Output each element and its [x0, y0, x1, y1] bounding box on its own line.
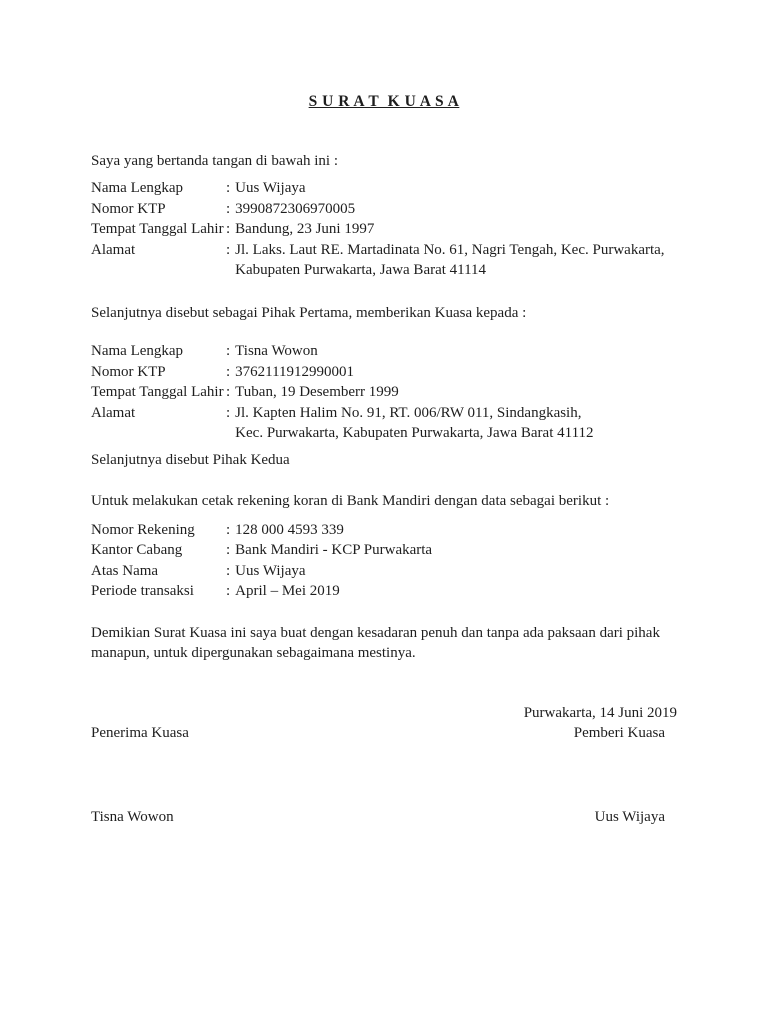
- field-value: Bank Mandiri - KCP Purwakarta: [235, 542, 433, 558]
- field-label: Kantor Cabang: [91, 542, 183, 558]
- place-and-date: Purwakarta, 14 Juni 2019: [523, 704, 677, 721]
- field-value: 3990872306970005: [235, 200, 356, 217]
- field-value: Tisna Wowon: [235, 343, 318, 359]
- field-row-birth: [91, 219, 677, 240]
- field-label: Nama Lengkap: [91, 180, 184, 196]
- closing-line-2: manapun, untuk dipergunakan sebagaimana mestinya.: [91, 645, 416, 661]
- colon-separator: :: [226, 221, 231, 237]
- colon-separator: :: [226, 404, 231, 421]
- colon-separator: :: [226, 384, 231, 400]
- second-party-clause: Selanjutnya disebut Pihak Kedua: [91, 451, 290, 468]
- grantor-role-label: Pemberi Kuasa: [573, 725, 665, 741]
- colon-separator: :: [226, 241, 231, 258]
- colon-separator: :: [226, 583, 231, 599]
- field-label: Alamat: [91, 404, 136, 421]
- field-value: [235, 240, 677, 281]
- field-label: Tempat Tanggal Lahir: [91, 384, 224, 400]
- field-row-name: [91, 341, 677, 362]
- address-line-1: Jl. Laks. Laut RE. Martadinata No. 61, Nagri Tengah, Kec. Purwakarta,: [235, 241, 665, 258]
- first-party-details: [91, 178, 677, 281]
- address-line-2: Kabupaten Purwakarta, Jawa Barat 41114: [235, 262, 487, 278]
- field-row-branch: [91, 540, 677, 561]
- receiver-name: Tisna Wowon: [91, 808, 174, 825]
- field-row-period: [91, 581, 677, 602]
- intro-paragraph: Saya yang bertanda tangan di bawah ini :: [91, 152, 339, 169]
- signature-roles: [91, 723, 677, 744]
- field-row-ktp: [91, 199, 677, 220]
- address-line-2: Kec. Purwakarta, Kabupaten Purwakarta, Jawa Barat 41112: [235, 425, 594, 441]
- field-value: [235, 403, 677, 444]
- field-value: Bandung, 23 Juni 1997: [235, 221, 375, 237]
- colon-separator: :: [226, 542, 231, 558]
- closing-paragraph: [91, 623, 677, 664]
- signature-names: [91, 807, 677, 828]
- field-row-address: [91, 403, 677, 444]
- field-label: Periode transaksi: [91, 583, 194, 599]
- field-label: Nomor KTP: [91, 200, 166, 217]
- field-label: Tempat Tanggal Lahir: [91, 221, 224, 237]
- second-party-details: [91, 341, 677, 444]
- field-row-ktp: [91, 362, 677, 383]
- receiver-role-label: Penerima Kuasa: [91, 725, 189, 741]
- field-value: April – Mei 2019: [235, 583, 340, 599]
- field-label: Nomor KTP: [91, 363, 166, 380]
- purpose-paragraph: Untuk melakukan cetak rekening koran di Bank Mandiri dengan data sebagai berikut :: [91, 493, 610, 509]
- field-label: Nomor Rekening: [91, 521, 195, 538]
- field-value: Tuban, 19 Desemberr 1999: [235, 384, 399, 400]
- colon-separator: :: [226, 180, 231, 196]
- field-label: Alamat: [91, 241, 136, 258]
- first-party-clause: Selanjutnya disebut sebagai Pihak Pertama, memberikan Kuasa kepada :: [91, 304, 527, 321]
- field-value: 128 000 4593 339: [235, 521, 344, 538]
- field-row-account-number: [91, 520, 677, 541]
- field-row-birth: [91, 382, 677, 403]
- field-row-account-name: [91, 561, 677, 582]
- address-line-1: Jl. Kapten Halim No. 91, RT. 006/RW 011, Sindangkasih,: [235, 404, 582, 421]
- colon-separator: :: [226, 343, 231, 359]
- field-label: Atas Nama: [91, 562, 159, 579]
- field-value: Uus Wijaya: [235, 180, 306, 196]
- field-label: Nama Lengkap: [91, 343, 184, 359]
- closing-line-1: Demikian Surat Kuasa ini saya buat dengan kesadaran penuh dan tanpa ada paksaan dari pihak: [91, 624, 660, 641]
- field-value: Uus Wijaya: [235, 562, 306, 579]
- signature-block: [91, 703, 677, 828]
- field-value: 3762111912990001: [235, 363, 355, 380]
- grantor-name: Uus Wijaya: [594, 808, 665, 825]
- document-title: S U R A T K U A S A: [308, 93, 460, 110]
- colon-separator: :: [226, 521, 231, 538]
- bank-account-details: [91, 520, 677, 602]
- field-row-name: [91, 178, 677, 199]
- colon-separator: :: [226, 363, 231, 380]
- colon-separator: :: [226, 200, 231, 217]
- colon-separator: :: [226, 562, 231, 579]
- field-row-address: [91, 240, 677, 281]
